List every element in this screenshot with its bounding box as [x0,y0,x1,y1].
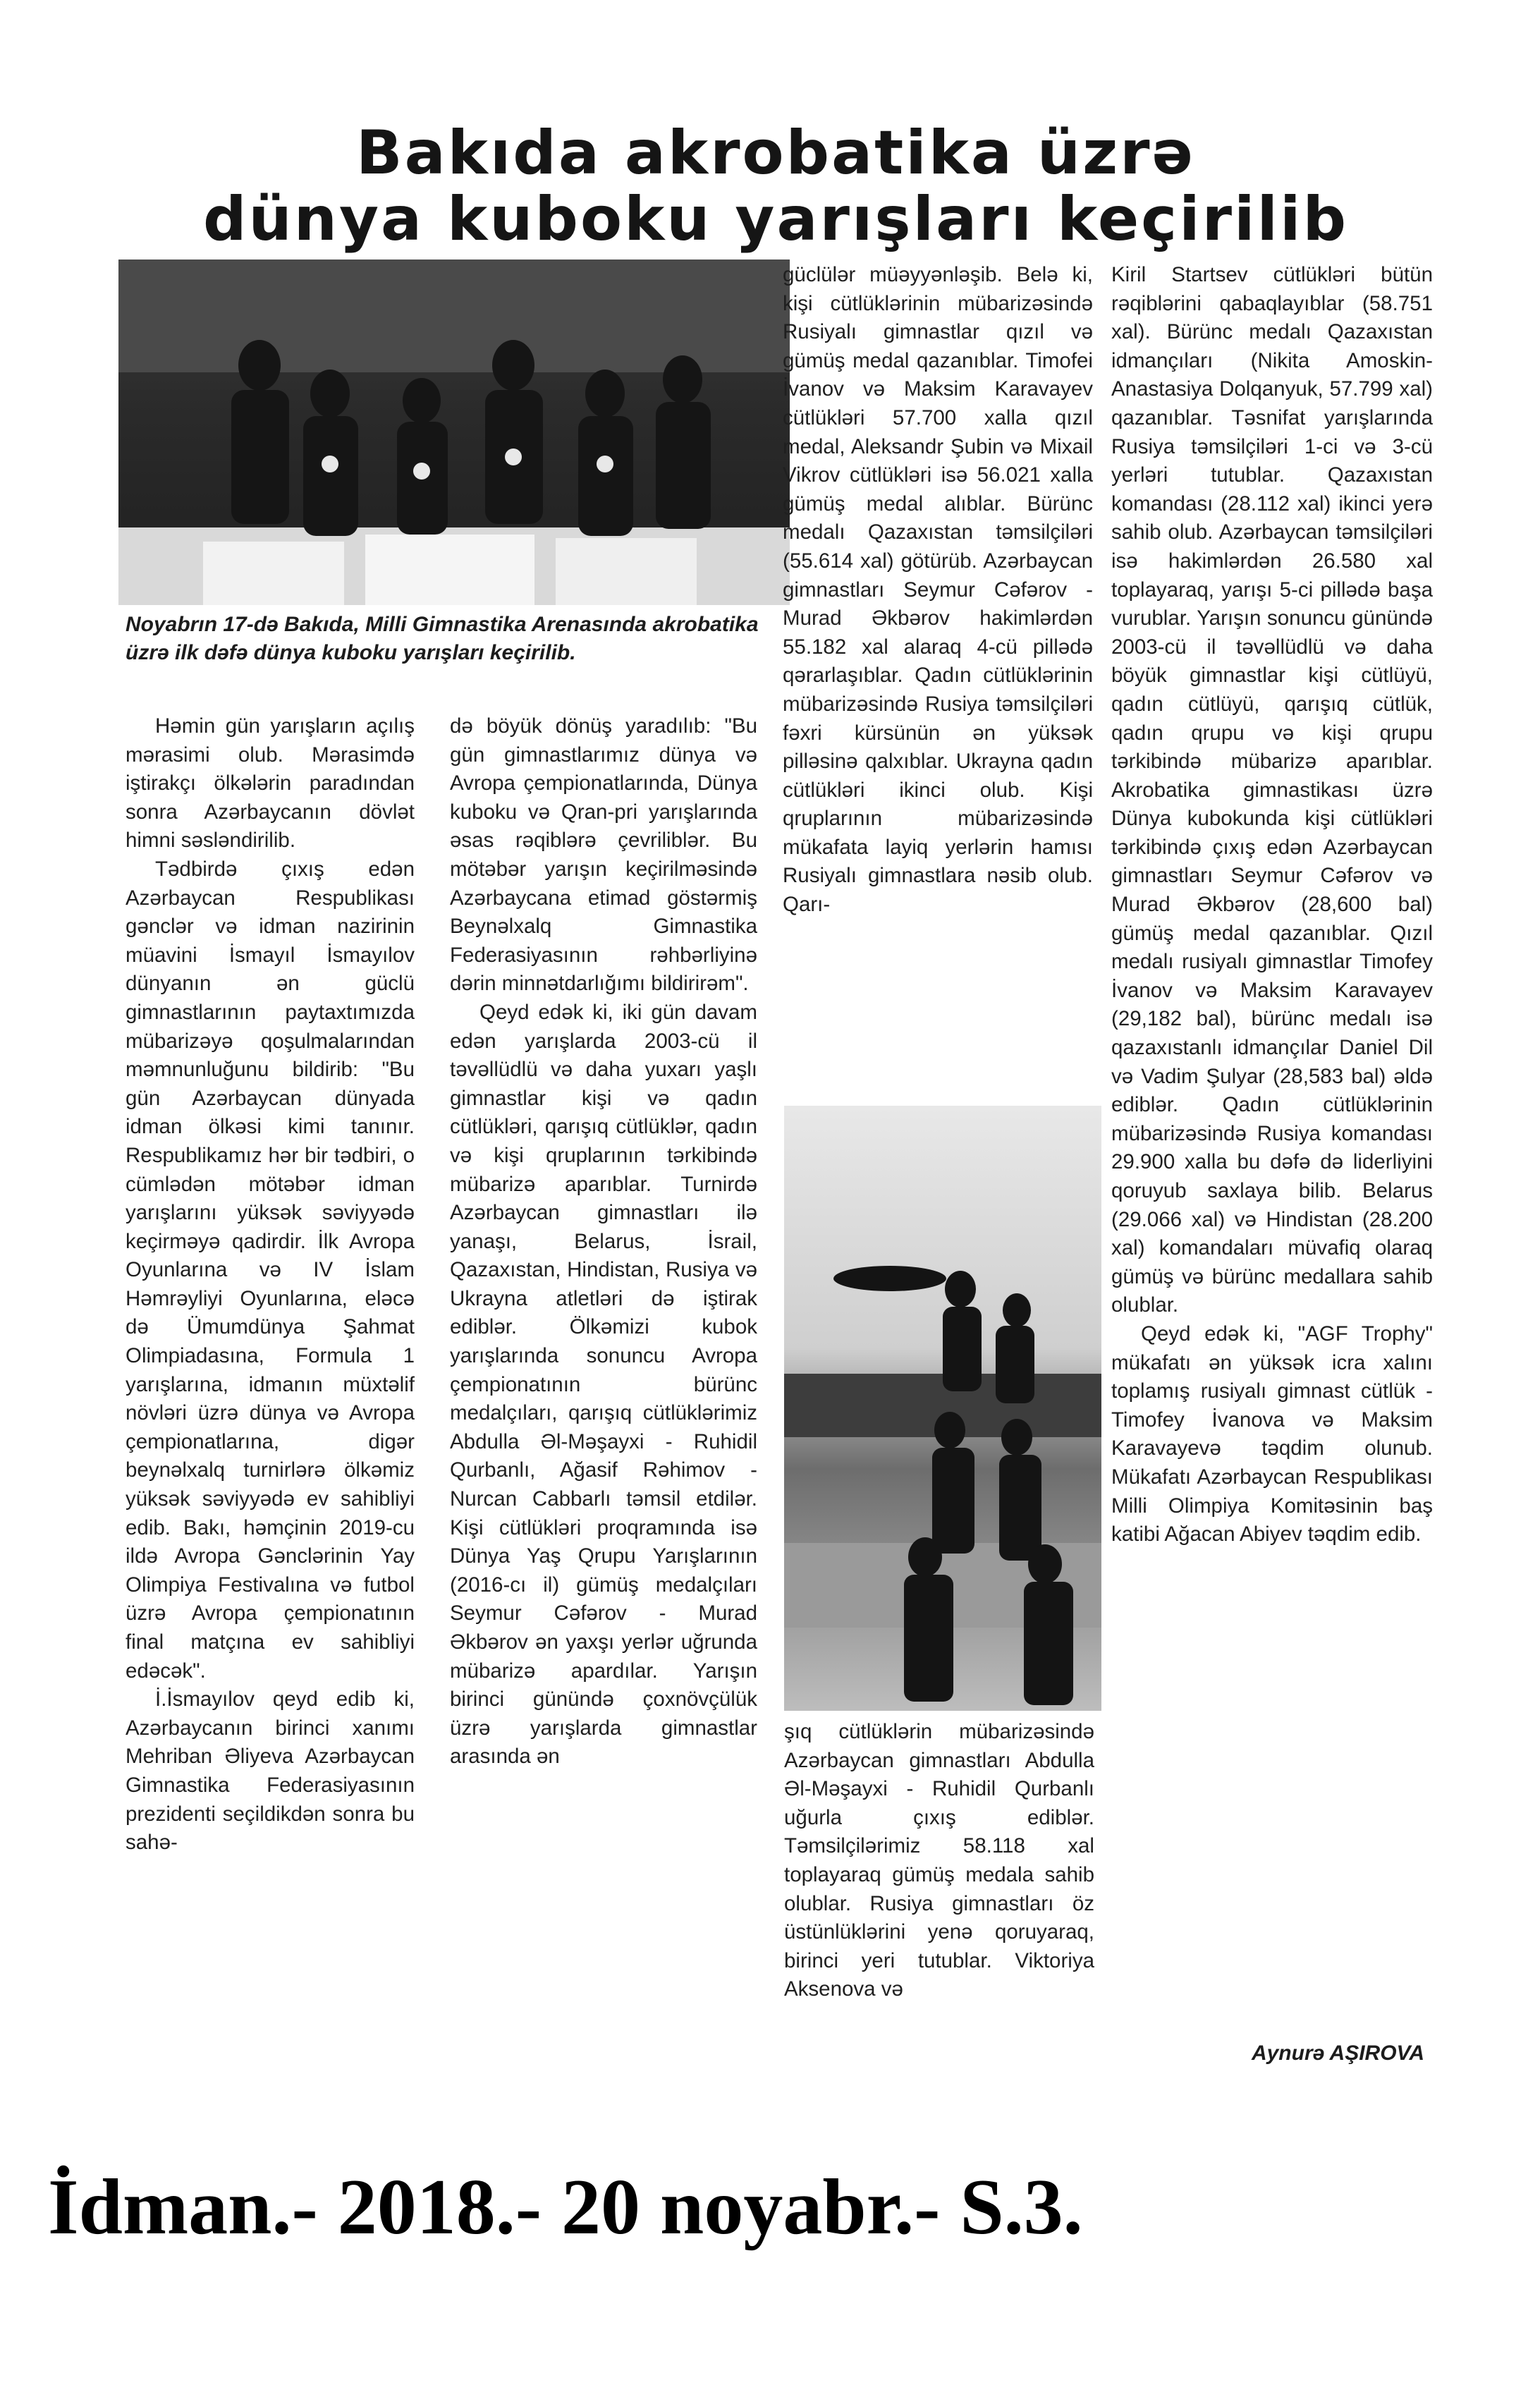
paragraph: Qeyd edək ki, iki gün davam edən yarışlarda 2003-cü il təvəllüdlü və daha yuxarı yaşlı gimnastlar kişi və qadın cütlükləri, qarışıq cütlüklər, qadın və kişi qruplarının tərkibində mübarizə aparıblar. Turnirdə Azərbaycan gimnastları ilə yanaşı, Belarus, İsrail, Qazaxıstan, Hindistan, Rusiya və Ukrayna atletləri də iştirak ediblər. Ölkəmizi kubok yarışlarında sonuncu Avropa çempionatının bürünc medalçıları, qarışıq cütlüklərimiz Abdulla Əl-Məşayxi - Ruhidil Qurbanlı, Ağasif Rəhimov - Nurcan Cabbarlı təmsil etdilər. Kişi cütlükləri proqramında isə Dünya Yaş Qrupu Yarışlarının (2016-cı il) gümüş medalçıları Seymur Cəfərov - Murad Əkbərov ən yaxşı yerlər uğrunda mübarizə apardılar. Yarışın birinci günündə çoxnövçülük üzrə yarışlarda gimnastlar arasında ən [450,1000,757,1769]
article-headline [106,118,1446,255]
headline-line-2: dünya kuboku yarışları keçirilib [202,184,1349,255]
paragraph: Tədbirdə çıxış edən Azərbaycan Respublikası gənclər və idman nazirinin müavini İsmayıl İsmayılov dünyanın ən güclü gimnastlarının paytaxtımızda mübarizəyə qoşulmalarından məmnunluğunu bildirib: "Bu gün Azərbaycan dünyada idman ölkəsi kimi tanınır. Respublikamız hər bir tədbiri, o cümlədən mötəbər idman yarışlarını yüksək səviyyədə keçirməyə qadirdir. İlk Avropa Oyunlarına və IV İslam Həmrəyliyi Oyunlarına, eləcə də Ümumdünya Şahmat Olimpiadasına, Formula 1 yarışlarına, idmanın müxtəlif növləri üzrə dünya və Avropa çempionatlarına, digər beynəlxalq turnirlərə ölkəmiz yüksək səviyyədə ev sahibliyi edib. Bakı, həmçinin 2019-cu ildə Avropa Gənclərinin Yay Olimpiya Festivalına və futbol üzrə Avropa çempionatının final matçına ev sahibliyi edəcək". [126,857,415,1683]
paragraph: Kiril Startsev cütlükləri bütün rəqiblərini qabaqlayıblar (58.751 xal). Bürünc medalı Qazaxıstan idmançıları (Nikita Amoskin-Anastasiya Dolqanyuk, 57.799 xal) qazanıblar. Təsnifat yarışlarında Rusiya təmsilçiləri 1-ci və 3-cü yerləri tutublar. Qazaxıstan komandası (28.112 xal) ikinci yerə sahib olub. Azərbaycan təmsilçiləri isə hakimlərdən 26.580 xal toplayaraq, yarışı 5-ci pillədə başa vurublar. Yarışın sonuncu günündə 2003-cü il təvəllüdlü və daha böyük gimnastlar kişi cütlüyü, qadın cütlüyü, qarışıq cütlük, qadın qrupu və kişi qrupu tərkibində mübarizə aparıblar. Akrobatika gimnastikası üzrə Dünya kubokunda kişi cütlükləri tərkibində çıxış edən Azərbaycan gimnastları Seymur Cəfərov və Murad Əkbərov (28,600 bal) gümüş medal qazanıblar. Qızıl medalı rusiyalı gimnastlar Timofey İvanov və Maksim Karavayev (29,182 bal), bürünc medalı isə qazaxıstanlı idmançılar Daniel Dil və Vadim Şulyar (28,583 bal) əldə ediblər. Qadın cütlüklərinin mübarizəsində Rusiya komandası 29.900 xalla bu dəfə də liderliyini qoruyub saxlaya bilib. Belarus (29.066 xal) və Hindistan (28.200 xal) komandaları müvafiq olaraq gümüş və bürünc medallara sahib olublar. [1111,263,1433,1317]
article-column-2 [450,712,757,1771]
source-citation: İdman.- 2018.- 20 noyabr.- S.3. [48,2164,1083,2251]
article-column-4 [1111,261,1433,1549]
paragraph: Həmin gün yarışların açılış mərasimi olub. Mərasimdə iştirakçı ölkələrin paradından sonra Azərbaycanın dövlət himni səsləndirilib. [126,714,415,853]
paragraph: İ.İsmayılov qeyd edib ki, Azərbaycanın birinci xanımı Mehriban Əliyeva Azərbaycan Gimnastika Federasiyasının prezidenti seçildikdən sonra bu sahə- [126,1688,415,1855]
paragraph: şıq cütlüklərin mübarizəsində Azərbaycan gimnastları Abdulla Əl-Məşayxi - Ruhidil Qurbanlı uğurla çıxış ediblər. Təmsilçilərimiz 58.118 xal toplayaraq gümüş medala sahib olublar. Rusiya gimnastları öz üstünlüklərini yenə qoruyaraq, birinci yeri tutublar. Viktoriya Aksenova və [784,1720,1094,2001]
acrobatic-pyramid-photo [784,1106,1101,1711]
gymnasts-podium-photo [118,260,790,605]
article-column-3-bottom [784,1718,1094,2004]
photo-caption: Noyabrın 17-də Bakıda, Milli Gimnastika Arenasında akrobatika üzrə ilk dəfə dünya kuboku yarışları keçirilib. [126,613,759,664]
paragraph: də böyük dönüş yaradılıb: "Bu gün gimnastlarımız dünya və Avropa çempionatlarında, Dünya kuboku və Qran-pri yarışlarında əsas rəqiblərə çevriliblər. Bu mötəbər yarışın keçirilməsində Azərbaycana etimad göstərmiş Beynəlxalq Gimnastika Federasiyasının rəhbərliyinə dərin minnətdarlığımı bildirirəm". [450,714,757,996]
paragraph: güclülər müəyyənləşib. Belə ki, kişi cütlüklərinin mübarizəsində Rusiyalı gimnastlar qızıl və gümüş medal qazanıblar. Timofei İvanov və Maksim Karavayev cütlükləri 57.700 xalla qızıl medal, Aleksandr Şubin və Mixail Vikrov cütlükləri isə 56.021 xalla gümüş medal alıblar. Bürünc medalı Qazaxıstan təmsilçiləri (55.614 xal) götürüb. Azərbaycan gimnastları Seymur Cəfərov - Murad Əkbərov hakimlərdən 55.182 xal alaraq 4-cü pillədə qərarlaşıblar. Qadın cütlüklərinin mübarizəsində Rusiya təmsilçiləri fəxri kürsünün ən yüksək pilləsinə qalxıblar. Ukrayna qadın cütlükləri ikinci olub. Kişi qruplarının mübarizəsində mükafata layiq yerlərin hamısı Rusiyalı gimnastlara nəsib olub. Qarı- [783,263,1093,917]
headline-line-1: Bakıda akrobatika üzrə [356,118,1195,188]
author-byline: Aynurə AŞIROVA [1251,2042,1424,2065]
article-column-3-top [783,261,1093,920]
article-column-1 [126,712,415,1857]
paragraph: Qeyd edək ki, "AGF Trophy" mükafatı ən yüksək icra xalını toplamış rusiyalı gimnast cütlük - Timofey İvanova və Maksim Karavayevə təqdim olunub. Mükafatı Azərbaycan Respublikası Milli Olimpiya Komitəsinin baş katibi Ağacan Abiyev təqdim edib. [1111,1322,1433,1546]
